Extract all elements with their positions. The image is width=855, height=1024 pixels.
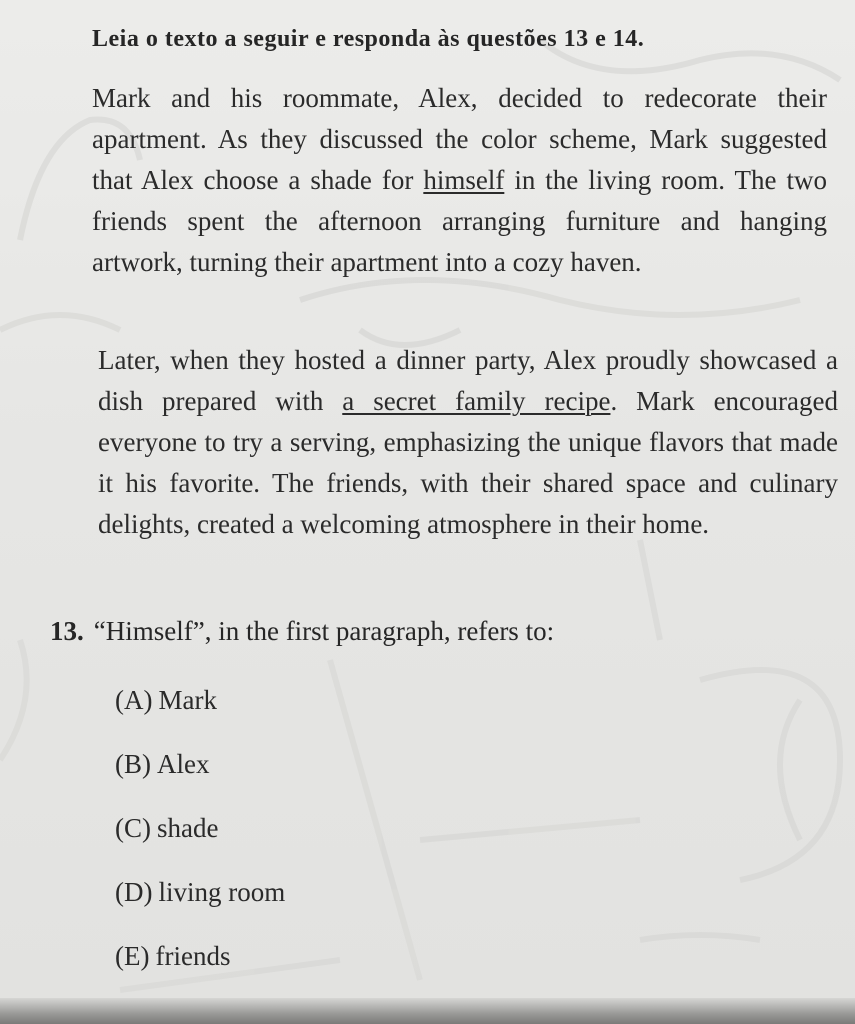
option-text: Mark [158,685,217,715]
question-text: “Himself”, in the first paragraph, refers to: [93,616,555,646]
option-e[interactable] [115,936,285,1000]
passage-paragraph-2 [98,340,838,545]
instruction-heading: Leia o texto a seguir e responda às questões 13 e 14. [92,26,645,52]
question-13 [50,616,554,647]
option-a[interactable] [115,680,285,744]
paragraph-1-text-end: in the living room. The two friends spent the afternoon arranging furniture and hanging artwork, turning their apartment into a cozy haven. [92,165,827,277]
paragraph-2-text-end: . Mark encouraged everyone to try a serving, emphasizing the unique flavors that made it his favorite. The friends, with their shared space and culinary delights, created a welcoming atmosphere in their home. [98,386,838,539]
question-number: 13. [50,616,84,646]
option-letter: (C) [115,813,151,843]
underlined-phrase-recipe: a secret family recipe [342,386,611,416]
underlined-word-himself: himself [423,165,505,195]
paragraph-1-text-start: Mark and his roommate, Alex, decided to redecorate their apartment. As they discussed the color scheme, Mark suggested that Alex choose a shade for [92,83,827,195]
page-bottom-edge [0,998,855,1024]
option-letter: (A) [115,685,153,715]
passage-paragraph-1 [92,78,827,283]
option-letter: (E) [115,941,150,971]
answer-options [115,680,285,1000]
paragraph-2-text-start: Later, when they hosted a dinner party, Alex proudly showcased a dish prepared with [98,345,838,416]
option-text: shade [157,813,219,843]
option-text: Alex [157,749,210,779]
option-c[interactable] [115,808,285,872]
option-b[interactable] [115,744,285,808]
option-text: living room [158,877,286,907]
option-letter: (B) [115,749,151,779]
option-letter: (D) [115,877,153,907]
option-text: friends [155,941,231,971]
option-d[interactable] [115,872,285,936]
